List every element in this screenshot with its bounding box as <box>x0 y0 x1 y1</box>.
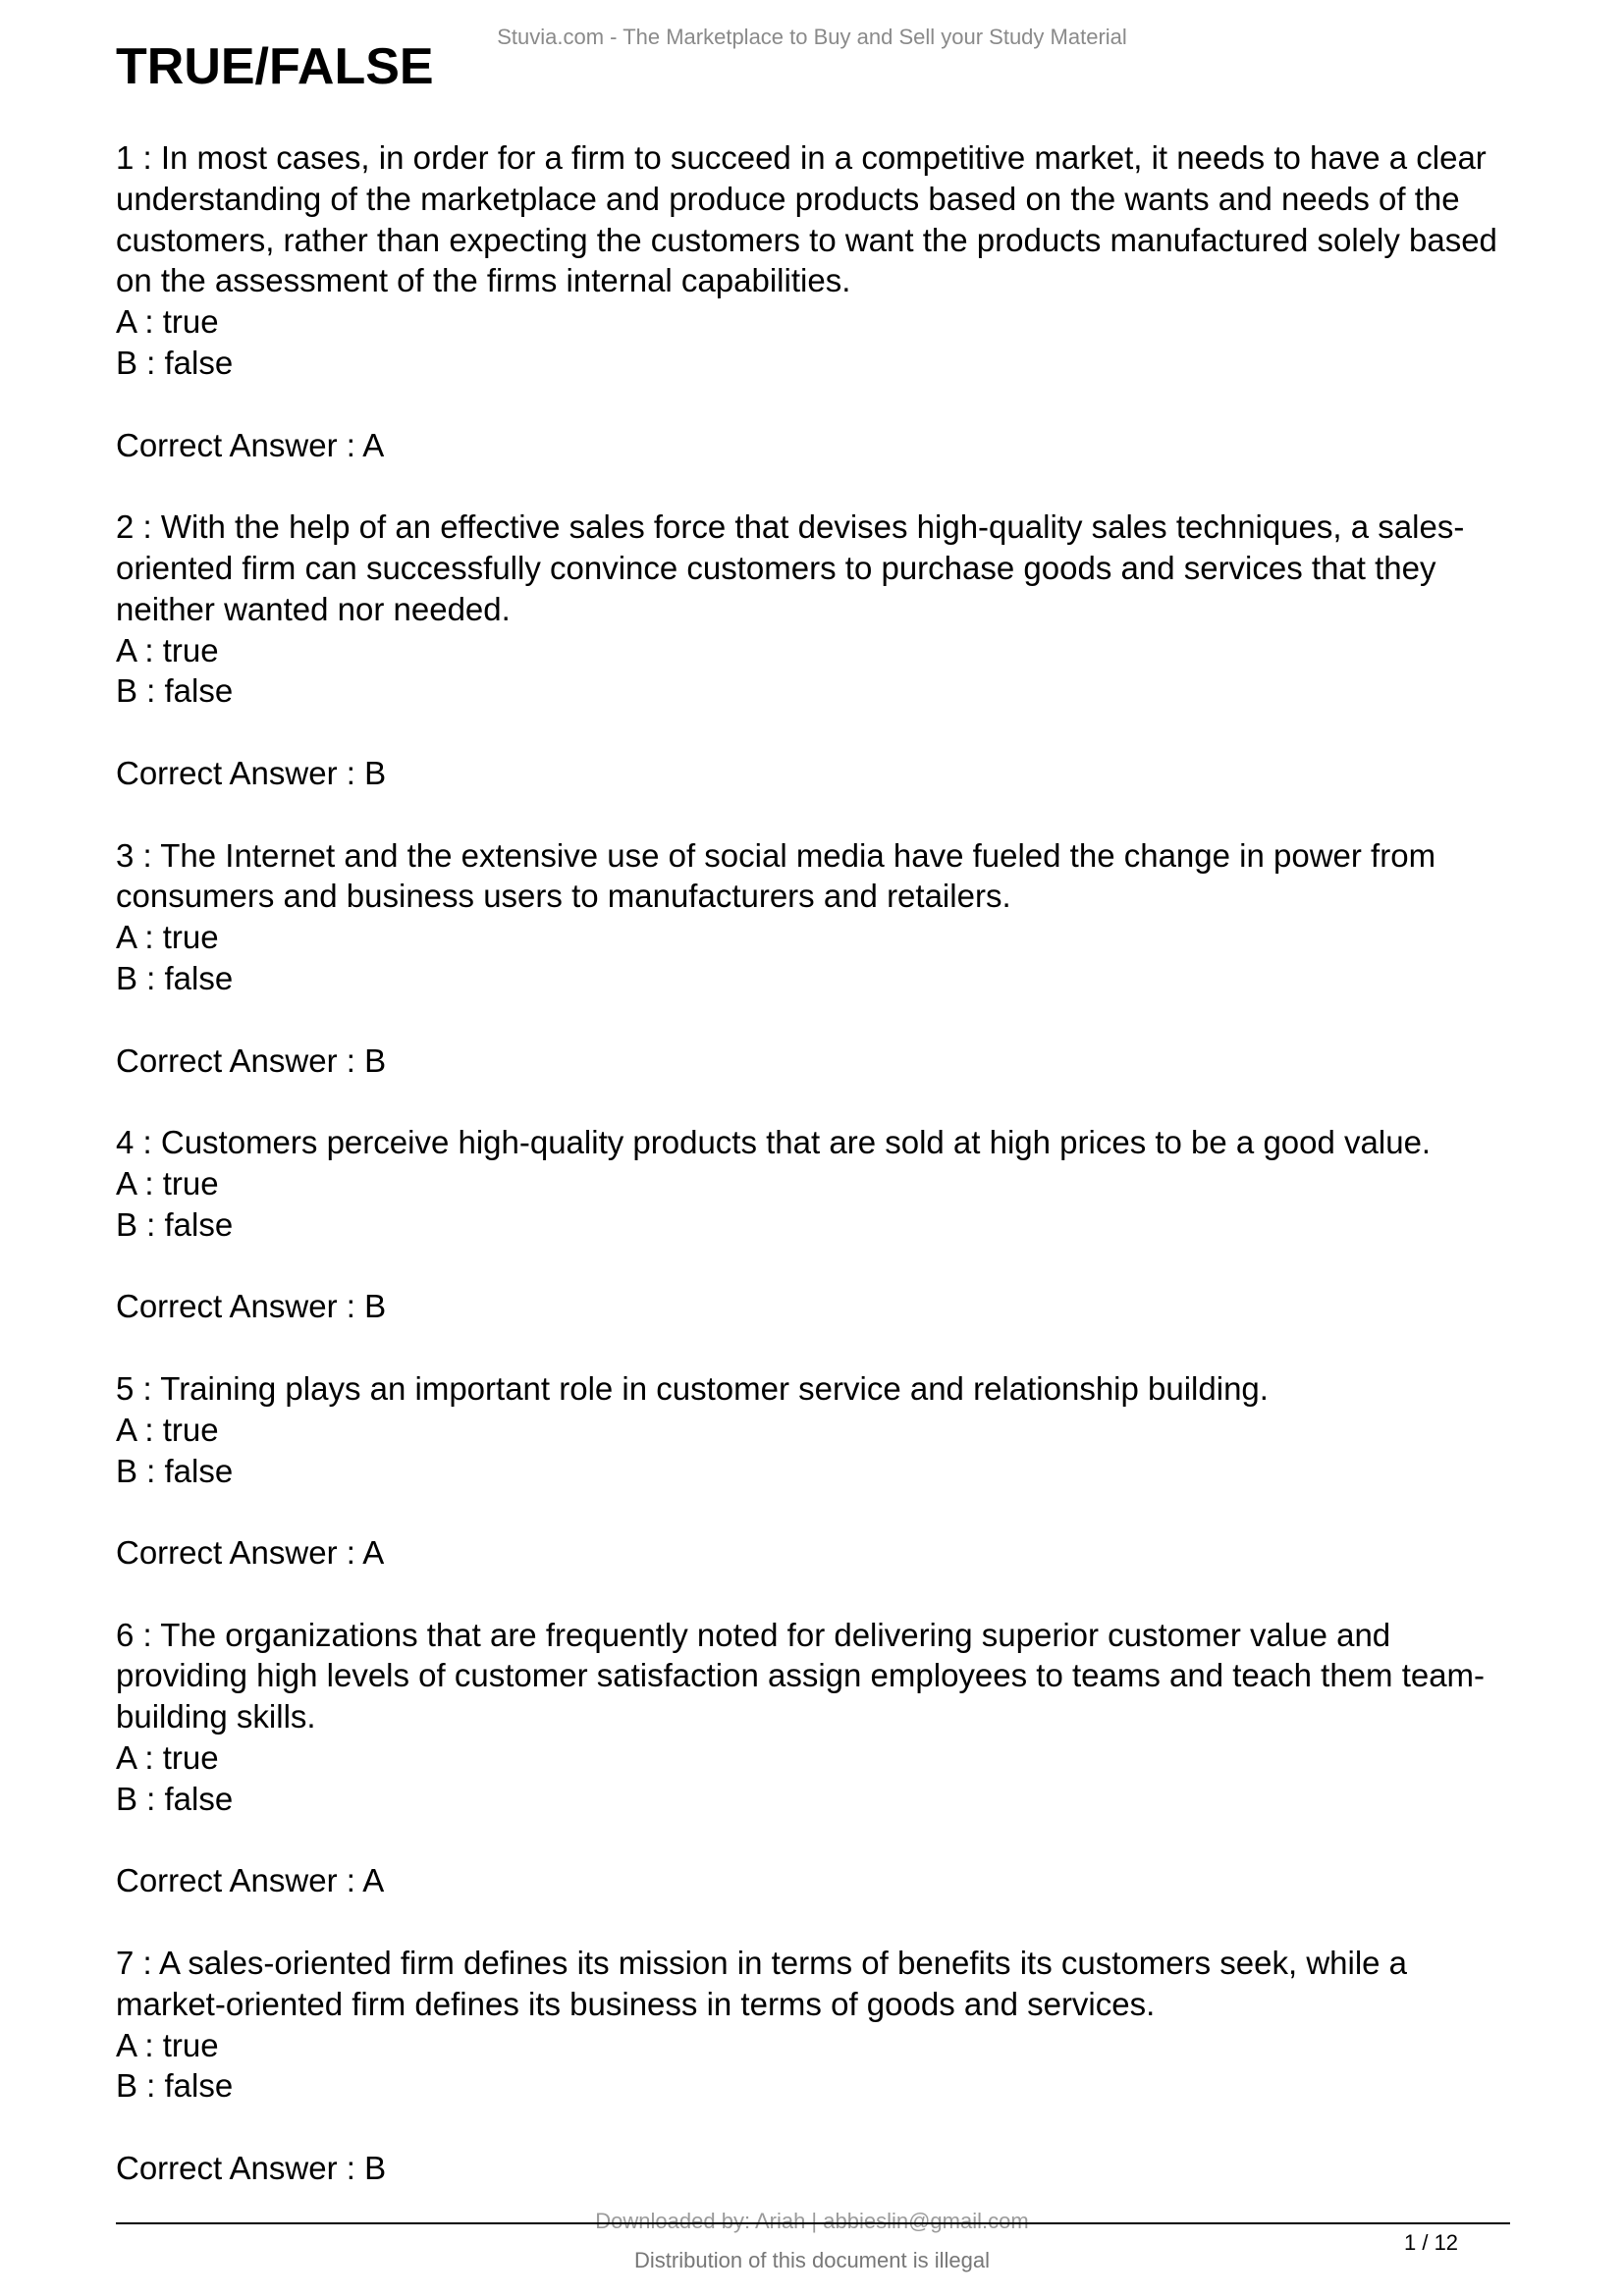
option-a: A : true <box>116 303 219 341</box>
question-4 <box>116 1122 1510 1327</box>
option-b: B : false <box>116 2067 234 2105</box>
option-a: A : true <box>116 631 219 668</box>
option-b: B : false <box>116 959 234 996</box>
header-watermark-text: Stuvia.com - The Marketplace to Buy and Sell your Study Material <box>497 25 1127 49</box>
option-a: A : true <box>116 2026 219 2063</box>
question-text: 6 : The organizations that are frequently noted for delivering superior customer value and providing high levels of customer satisfaction assign employees to teams and teach them team-building skills. <box>116 1616 1486 1735</box>
correct-answer: Correct Answer : B <box>116 1288 387 1325</box>
downloaded-by-watermark: Downloaded by: Ariah | abbieslin@gmail.com <box>595 2209 1029 2233</box>
correct-answer: Correct Answer : B <box>116 754 387 791</box>
option-b: B : false <box>116 1452 234 1489</box>
question-5 <box>116 1368 1510 1574</box>
question-text: 7 : A sales-oriented firm defines its mission in terms of benefits its customers seek, while a market-oriented firm defines its business in terms of goods and services. <box>116 1945 1408 2022</box>
option-a: A : true <box>116 1164 219 1201</box>
question-7 <box>116 1943 1510 2189</box>
page-number: 1 / 12 <box>1404 2230 1459 2255</box>
question-2 <box>116 507 1510 794</box>
option-a: A : true <box>116 919 219 956</box>
distribution-notice: Distribution of this document is illegal <box>634 2248 990 2272</box>
question-text: 1 : In most cases, in order for a firm to succeed in a competitive market, it needs to have a clear understanding of the marketplace and produce products based on the wants and needs of the customers, rather than expecting the customers to want the products manufactured solely based on the assessment of the firms internal capabilities. <box>116 139 1497 299</box>
correct-answer: Correct Answer : A <box>116 1862 385 1899</box>
option-a: A : true <box>116 1411 219 1448</box>
question-text: 5 : Training plays an important role in customer service and relationship building. <box>116 1369 1269 1407</box>
question-6 <box>116 1615 1510 1902</box>
question-3 <box>116 835 1510 1082</box>
option-a: A : true <box>116 1739 219 1777</box>
question-text: 3 : The Internet and the extensive use of social media have fueled the change in power from consumers and business users to manufacturers and retailers. <box>116 836 1436 915</box>
question-1 <box>116 137 1510 465</box>
question-text: 4 : Customers perceive high-quality products that are sold at high prices to be a good value. <box>116 1124 1432 1161</box>
questions-list <box>116 137 1510 2230</box>
option-b: B : false <box>116 344 234 381</box>
question-text: 2 : With the help of an effective sales force that devises high-quality sales techniques, a sales-oriented firm can successfully convince customers to purchase goods and services that they neither wanted nor needed. <box>116 508 1465 627</box>
footer-divider <box>116 2222 1510 2224</box>
correct-answer: Correct Answer : B <box>116 1041 387 1079</box>
correct-answer: Correct Answer : A <box>116 426 385 463</box>
correct-answer: Correct Answer : B <box>116 2150 387 2187</box>
option-b: B : false <box>116 1780 234 1817</box>
option-b: B : false <box>116 1205 234 1243</box>
option-b: B : false <box>116 672 234 710</box>
correct-answer: Correct Answer : A <box>116 1534 385 1572</box>
page-title: TRUE/FALSE <box>116 38 434 95</box>
